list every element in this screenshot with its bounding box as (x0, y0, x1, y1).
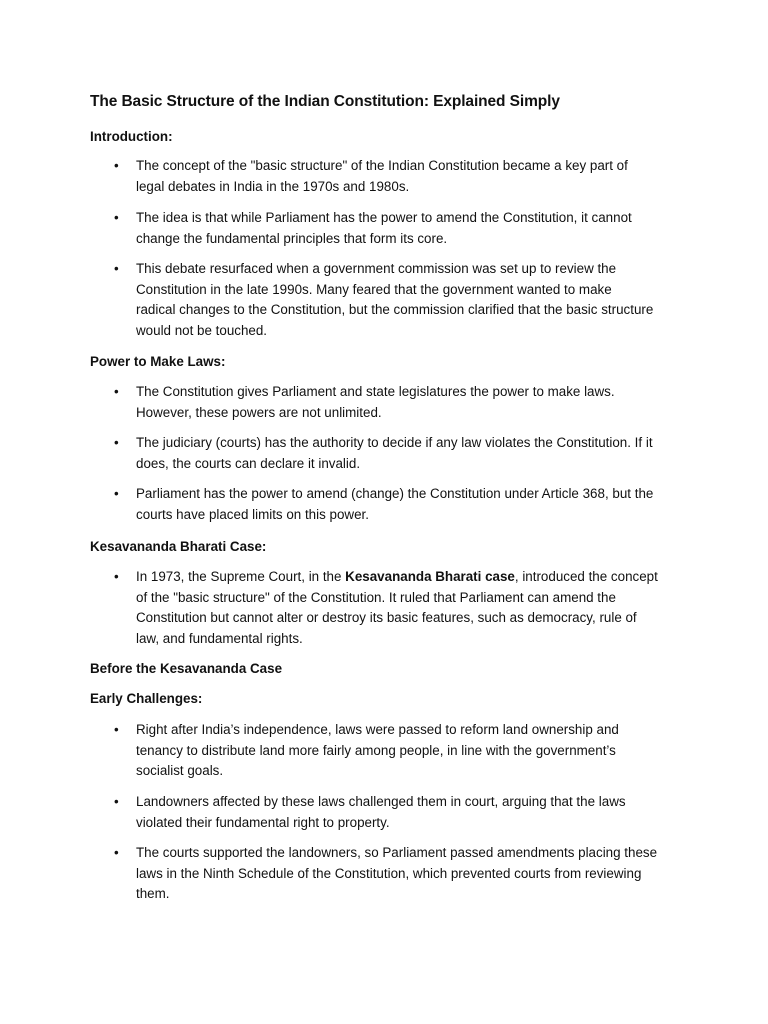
section-heading-before-kesavananda-case: Before the Kesavananda Case (90, 661, 283, 676)
bullet-text-line: tenancy to distribute land more fairly among people, in line with the government’s (136, 742, 616, 758)
bullet-marker: • (114, 569, 119, 584)
bullet-text-line: laws in the Ninth Schedule of the Constitution, which prevented courts from reviewing (136, 865, 642, 881)
bullet-text-line: The courts supported the landowners, so Parliament passed amendments placing these (136, 845, 658, 860)
bullet-text-line (114, 567, 674, 588)
list-item (114, 843, 674, 905)
list-item (114, 259, 674, 341)
section-heading-early-challenges: Early Challenges: (90, 691, 203, 706)
bullet-text-line: However, these powers are not unlimited. (136, 404, 382, 420)
section-heading-introduction: Introduction: (90, 129, 173, 144)
section-heading-power-to-make-laws: Power to Make Laws: (90, 354, 226, 369)
bullet-marker: • (114, 722, 119, 737)
bullet-marker: • (114, 210, 119, 225)
list-item (114, 208, 674, 249)
list-item (114, 433, 674, 474)
list-item (114, 156, 674, 197)
bullet-text-line: violated their fundamental right to property. (136, 814, 390, 830)
bullet-text-line: them. (136, 886, 170, 902)
bullet-text-line: This debate resurfaced when a government commission was set up to review the (136, 261, 617, 276)
bullet-text-line: The judiciary (courts) has the authority to decide if any law violates the Constitution. If it (136, 435, 653, 450)
bullet-marker: • (114, 384, 119, 399)
bullet-text-line: Parliament has the power to amend (change) the Constitution under Article 368, but the (136, 486, 654, 501)
bullet-text-segment: , introduced the concept (514, 569, 658, 584)
bullet-text-line: change the fundamental principles that form its core. (136, 230, 448, 246)
bullet-text-line: would not be touched. (136, 322, 268, 338)
list-item (114, 382, 674, 423)
bullet-marker: • (114, 261, 119, 276)
bullet-text-line: of the "basic structure" of the Constitution. It ruled that Parliament can amend the (136, 589, 616, 605)
bullet-text-line: does, the courts can declare it invalid. (136, 455, 361, 471)
bullet-text-line: legal debates in India in the 1970s and 1980s. (136, 178, 410, 194)
bullet-text-line: The concept of the "basic structure" of the Indian Constitution became a key part of (136, 158, 628, 173)
bullet-text-line: Constitution but cannot alter or destroy its basic features, such as democracy, rule of (136, 610, 637, 626)
bullet-marker: • (114, 158, 119, 173)
list-item (114, 792, 674, 833)
bullet-text-line: law, and fundamental rights. (136, 630, 303, 646)
bullet-marker: • (114, 435, 119, 450)
bullet-text-line: socialist goals. (136, 763, 224, 779)
bullet-text-line: courts have placed limits on this power. (136, 506, 369, 522)
section-heading-kesavananda-bharati-case: Kesavananda Bharati Case: (90, 539, 267, 554)
bullet-text-line: The idea is that while Parliament has the power to amend the Constitution, it cannot (136, 210, 632, 225)
bullet-marker: • (114, 845, 119, 860)
bullet-text-line: Constitution in the late 1990s. Many feared that the government wanted to make (136, 281, 612, 297)
bullet-marker: • (114, 794, 119, 809)
case-name-bold: Kesavananda Bharati case (345, 569, 515, 584)
bullet-text-line: Landowners affected by these laws challenged them in court, arguing that the laws (136, 794, 626, 809)
document-title: The Basic Structure of the Indian Constitution: Explained Simply (90, 93, 560, 110)
list-item (114, 567, 674, 649)
bullet-text-line: Right after India’s independence, laws were passed to reform land ownership and (136, 722, 619, 737)
bullet-marker: • (114, 486, 119, 501)
list-item (114, 484, 674, 525)
bullet-text-line: radical changes to the Constitution, but the commission clarified that the basic structure (136, 302, 654, 318)
bullet-text-line: The Constitution gives Parliament and state legislatures the power to make laws. (136, 384, 615, 399)
list-item (114, 720, 674, 782)
bullet-text-segment: In 1973, the Supreme Court, in the (136, 569, 346, 584)
